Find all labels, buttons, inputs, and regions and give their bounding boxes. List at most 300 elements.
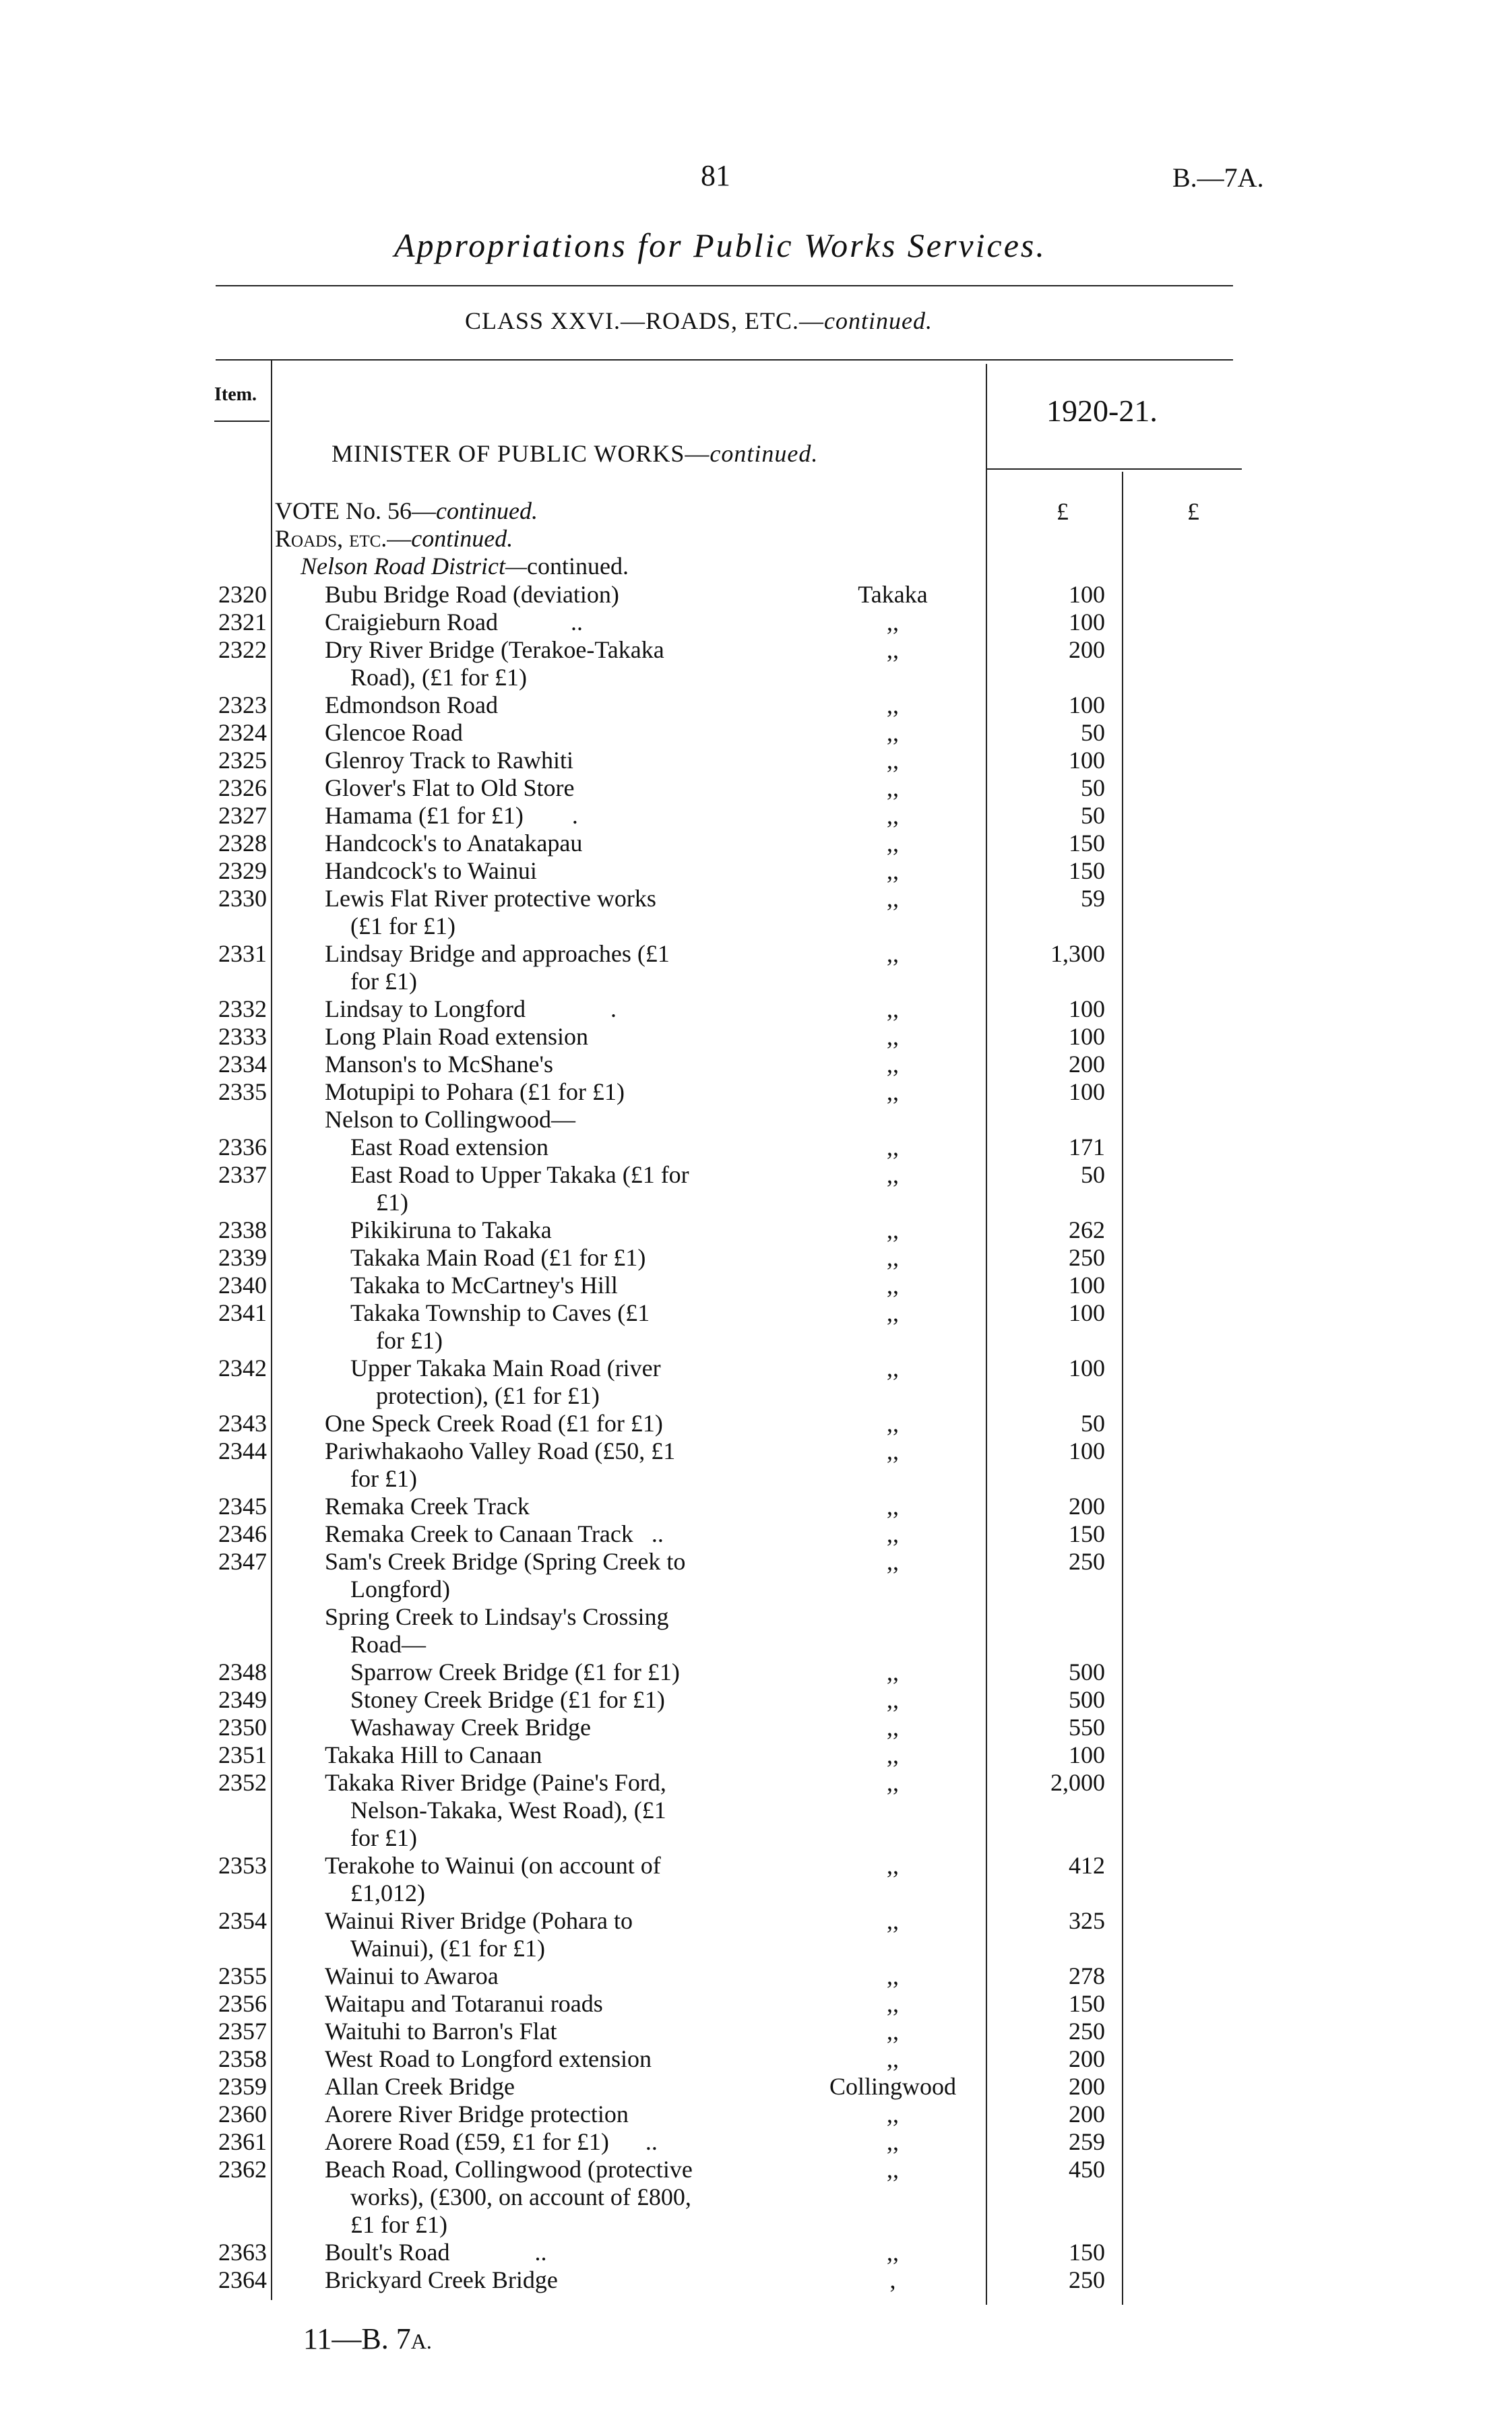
item-amount: 150	[1069, 1990, 1105, 2017]
table-row	[0, 1548, 1512, 1603]
table-top-rule	[216, 359, 1233, 361]
roads-heading	[275, 525, 513, 553]
description-line: for £1)	[350, 1465, 417, 1492]
item-location: ,,	[887, 1907, 899, 1934]
description-line: Takaka River Bridge (Paine's Ford,	[325, 1769, 666, 1796]
table-row	[0, 1023, 1512, 1051]
item-number: 2360	[218, 2101, 267, 2128]
description-line: Lindsay to Longford .	[325, 995, 617, 1022]
description-line: Stoney Creek Bridge (£1 for £1)	[350, 1686, 665, 1713]
description-line: Spring Creek to Lindsay's Crossing	[325, 1603, 669, 1630]
district-heading-text: Nelson Road District—	[301, 553, 528, 580]
table-row	[0, 774, 1512, 802]
roads-heading-text: Roads, etc.—	[275, 525, 412, 552]
item-amount: 150	[1069, 857, 1105, 884]
item-amount: 200	[1069, 2101, 1105, 2128]
item-description	[325, 1078, 857, 1106]
description-line: £1 for £1)	[350, 2211, 447, 2238]
description-line: for £1)	[350, 968, 417, 995]
item-location: ,,	[887, 774, 899, 801]
item-number: 2324	[218, 719, 267, 746]
table-row	[0, 1244, 1512, 1272]
item-location: ,,	[887, 1852, 899, 1879]
item-number: 2343	[218, 1410, 267, 1437]
item-amount: 59	[1081, 885, 1105, 912]
item-location: ,,	[887, 885, 899, 912]
description-line: Glenroy Track to Rawhiti	[325, 747, 573, 774]
item-location: ,,	[887, 1134, 899, 1160]
item-description	[325, 1741, 857, 1769]
table-row	[0, 1741, 1512, 1769]
item-description	[325, 2045, 857, 2073]
item-location: ,,	[887, 1078, 899, 1105]
item-number: 2334	[218, 1051, 267, 1078]
item-description	[325, 2101, 857, 2128]
item-amount: 150	[1069, 2239, 1105, 2266]
description-line: East Road extension	[350, 1134, 548, 1160]
item-amount: 250	[1069, 1244, 1105, 1271]
item-number: 2335	[218, 1078, 267, 1105]
item-amount: 100	[1069, 581, 1105, 608]
table-row	[0, 1603, 1512, 1658]
description-line: Beach Road, Collingwood (protective	[325, 2156, 693, 2183]
item-amount: 200	[1069, 2045, 1105, 2072]
item-amount: 100	[1069, 1437, 1105, 1464]
table-row	[0, 2018, 1512, 2045]
table-row	[0, 2156, 1512, 2239]
item-number: 2356	[218, 1990, 267, 2017]
item-number: 2337	[218, 1161, 267, 1188]
item-description	[325, 1023, 857, 1051]
item-description	[325, 2239, 857, 2266]
item-location: ,,	[887, 1244, 899, 1271]
item-amount: 50	[1081, 719, 1105, 746]
item-location: ,,	[887, 1714, 899, 1741]
table-row	[0, 1962, 1512, 1990]
item-location: ,,	[887, 1548, 899, 1575]
item-location: ,,	[887, 1962, 899, 1989]
table-row	[0, 1852, 1512, 1907]
table-row	[0, 2266, 1512, 2294]
paper-reference: B.—7A.	[1172, 162, 1264, 193]
title-rule	[216, 285, 1233, 286]
item-description	[325, 1051, 857, 1078]
item-amount: 100	[1069, 1741, 1105, 1768]
item-location: ,,	[887, 857, 899, 884]
item-description	[325, 636, 857, 691]
item-amount: 100	[1069, 609, 1105, 635]
description-line: Remaka Creek Track	[325, 1493, 530, 1520]
description-line: Washaway Creek Bridge	[350, 1714, 591, 1741]
table-row	[0, 802, 1512, 830]
vote-heading	[275, 497, 538, 525]
item-number: 2351	[218, 1741, 267, 1768]
item-description	[325, 609, 857, 636]
item-description	[325, 885, 857, 940]
item-description	[325, 995, 857, 1023]
item-location: ,,	[887, 802, 899, 829]
item-number: 2331	[218, 940, 267, 967]
description-line: Wainui), (£1 for £1)	[350, 1935, 546, 1962]
item-description	[325, 2018, 857, 2045]
item-description	[325, 1769, 857, 1852]
item-location: ,,	[887, 1493, 899, 1520]
item-amount: 50	[1081, 774, 1105, 801]
district-heading-continued: continued.	[527, 553, 629, 580]
table-row	[0, 1106, 1512, 1134]
table-row	[0, 719, 1512, 747]
item-location: ,,	[887, 1161, 899, 1188]
minister-heading-text: MINISTER OF PUBLIC WORKS—	[332, 440, 710, 467]
item-description	[325, 1603, 857, 1658]
class-heading	[465, 307, 933, 335]
description-line: Glencoe Road	[325, 719, 463, 746]
item-location: ,,	[887, 830, 899, 857]
item-description	[325, 1907, 857, 1962]
description-line: Boult's Road ..	[325, 2239, 547, 2266]
description-line: Allan Creek Bridge	[325, 2073, 515, 2100]
item-amount: 100	[1069, 691, 1105, 718]
item-number: 2328	[218, 830, 267, 857]
item-description	[350, 1216, 883, 1244]
item-description	[325, 1410, 857, 1437]
item-column-header: Item.	[214, 384, 257, 405]
item-location: ,,	[887, 1990, 899, 2017]
description-line: East Road to Upper Takaka (£1 for	[350, 1161, 689, 1188]
item-number: 2359	[218, 2073, 267, 2100]
table-row	[0, 1299, 1512, 1355]
description-line: Pikikiruna to Takaka	[350, 1216, 552, 1243]
item-number: 2354	[218, 1907, 267, 1934]
table-row	[0, 1134, 1512, 1161]
description-line: Takaka Township to Caves (£1	[350, 1299, 650, 1326]
description-line: Longford)	[350, 1576, 450, 1603]
table-row	[0, 747, 1512, 774]
item-amount: 500	[1069, 1658, 1105, 1685]
item-number: 2323	[218, 691, 267, 718]
roads-heading-continued: continued.	[411, 525, 513, 552]
item-description	[325, 1520, 857, 1548]
item-location: Collingwood	[829, 2073, 956, 2100]
description-line: Upper Takaka Main Road (river	[350, 1355, 661, 1382]
description-line: Remaka Creek to Canaan Track ..	[325, 1520, 664, 1547]
item-number: 2364	[218, 2266, 267, 2293]
table-row	[0, 2239, 1512, 2266]
table-row	[0, 691, 1512, 719]
item-amount: 500	[1069, 1686, 1105, 1713]
item-description	[325, 1437, 857, 1493]
item-amount: 100	[1069, 1299, 1105, 1326]
item-location: ,,	[887, 2239, 899, 2266]
appropriations-table	[0, 581, 1512, 2294]
item-number: 2339	[218, 1244, 267, 1271]
item-amount: 250	[1069, 2018, 1105, 2045]
item-description	[325, 581, 857, 609]
item-number: 2320	[218, 581, 267, 608]
item-location: ,,	[887, 1741, 899, 1768]
table-row	[0, 1410, 1512, 1437]
table-row	[0, 1907, 1512, 1962]
item-number: 2353	[218, 1852, 267, 1879]
table-row	[0, 1990, 1512, 2018]
item-amount: 100	[1069, 1272, 1105, 1299]
item-description	[325, 1493, 857, 1520]
description-line: Motupipi to Pohara (£1 for £1)	[325, 1078, 625, 1105]
description-line: One Speck Creek Road (£1 for £1)	[325, 1410, 663, 1437]
item-header-rule	[214, 421, 270, 422]
table-row	[0, 1161, 1512, 1216]
description-line: Craigieburn Road ..	[325, 609, 583, 635]
item-amount: 259	[1069, 2128, 1105, 2155]
description-line: Wainui to Awaroa	[325, 1962, 499, 1989]
item-number: 2345	[218, 1493, 267, 1520]
description-line: (£1 for £1)	[350, 912, 455, 939]
description-line: £1,012)	[350, 1880, 425, 1906]
item-location: ,,	[887, 719, 899, 746]
description-line: Sam's Creek Bridge (Spring Creek to	[325, 1548, 686, 1575]
table-row	[0, 636, 1512, 691]
item-location: ,,	[887, 1299, 899, 1326]
item-description	[350, 1161, 883, 1216]
description-line: Manson's to McShane's	[325, 1051, 553, 1078]
table-row	[0, 581, 1512, 609]
item-location: ,,	[887, 1216, 899, 1243]
description-line: Aorere River Bridge protection	[325, 2101, 629, 2128]
description-line: Takaka Hill to Canaan	[325, 1741, 542, 1768]
item-description	[325, 1990, 857, 2018]
item-amount: 150	[1069, 830, 1105, 857]
description-line: Glover's Flat to Old Store	[325, 774, 575, 801]
table-row	[0, 1216, 1512, 1244]
item-amount: 262	[1069, 1216, 1105, 1243]
description-line: £1)	[376, 1189, 408, 1216]
item-description	[350, 1134, 883, 1161]
description-line: Lindsay Bridge and approaches (£1	[325, 940, 670, 967]
description-line: Handcock's to Anatakapau	[325, 830, 583, 857]
item-number: 2340	[218, 1272, 267, 1299]
signature-mark-suffix: A.	[410, 2329, 432, 2353]
item-number: 2342	[218, 1355, 267, 1382]
description-line: Takaka to McCartney's Hill	[350, 1272, 618, 1299]
item-location: ,,	[887, 2156, 899, 2183]
description-line: West Road to Longford extension	[325, 2045, 652, 2072]
item-number: 2361	[218, 2128, 267, 2155]
item-amount: 250	[1069, 1548, 1105, 1575]
description-line: protection), (£1 for £1)	[376, 1382, 600, 1409]
item-location: ,,	[887, 609, 899, 635]
item-description	[350, 1714, 883, 1741]
item-location: ,,	[887, 1658, 899, 1685]
item-amount: 50	[1081, 802, 1105, 829]
item-location: ,	[889, 2266, 896, 2293]
item-location: ,,	[887, 2045, 899, 2072]
item-amount: 2,000	[1050, 1769, 1105, 1796]
item-amount: 278	[1069, 1962, 1105, 1989]
description-line: works), (£300, on account of £800,	[350, 2183, 691, 2210]
item-description	[325, 691, 857, 719]
item-number: 2348	[218, 1658, 267, 1685]
item-description	[325, 802, 857, 830]
item-number: 2352	[218, 1769, 267, 1796]
table-row	[0, 830, 1512, 857]
table-row	[0, 995, 1512, 1023]
table-row	[0, 1355, 1512, 1410]
item-number: 2362	[218, 2156, 267, 2183]
item-number: 2327	[218, 802, 267, 829]
item-number: 2363	[218, 2239, 267, 2266]
item-amount: 50	[1081, 1161, 1105, 1188]
item-description	[325, 774, 857, 802]
item-location: ,,	[887, 691, 899, 718]
item-amount: 100	[1069, 1078, 1105, 1105]
item-description	[325, 2073, 857, 2101]
item-amount: 325	[1069, 1907, 1105, 1934]
item-description	[325, 2156, 857, 2239]
item-number: 2358	[218, 2045, 267, 2072]
item-amount: 100	[1069, 1355, 1105, 1382]
item-number: 2341	[218, 1299, 267, 1326]
description-line: Aorere Road (£59, £1 for £1) ..	[325, 2128, 658, 2155]
description-line: Road), (£1 for £1)	[350, 664, 527, 691]
description-line: Nelson to Collingwood—	[325, 1106, 576, 1133]
item-number: 2355	[218, 1962, 267, 1989]
table-row	[0, 1078, 1512, 1106]
table-row	[0, 940, 1512, 995]
vote-heading-continued: continued.	[435, 497, 538, 524]
item-location: ,,	[887, 1410, 899, 1437]
table-row	[0, 1658, 1512, 1686]
item-number: 2321	[218, 609, 267, 635]
description-line: Waituhi to Barron's Flat	[325, 2018, 557, 2045]
item-location: ,,	[887, 2018, 899, 2045]
class-heading-text: CLASS XXVI.—ROADS, ETC.—	[465, 307, 825, 334]
description-line: Hamama (£1 for £1) .	[325, 802, 578, 829]
item-amount: 200	[1069, 2073, 1105, 2100]
table-row	[0, 1714, 1512, 1741]
item-number: 2333	[218, 1023, 267, 1050]
item-amount: 200	[1069, 1493, 1105, 1520]
item-amount: 550	[1069, 1714, 1105, 1741]
item-number: 2350	[218, 1714, 267, 1741]
description-line: Long Plain Road extension	[325, 1023, 588, 1050]
item-number: 2349	[218, 1686, 267, 1713]
item-description	[350, 1244, 883, 1272]
item-amount: 412	[1069, 1852, 1105, 1879]
minister-heading	[332, 439, 818, 468]
item-description	[350, 1355, 883, 1410]
year-header-rule	[986, 468, 1242, 470]
item-location: ,,	[887, 1520, 899, 1547]
item-number: 2329	[218, 857, 267, 884]
description-line: Waitapu and Totaranui roads	[325, 1990, 603, 2017]
item-location: ,,	[887, 940, 899, 967]
item-location: ,,	[887, 1023, 899, 1050]
description-line: Bubu Bridge Road (deviation)	[325, 581, 619, 608]
item-location: ,,	[887, 747, 899, 774]
item-description	[325, 857, 857, 885]
item-number: 2325	[218, 747, 267, 774]
item-number: 2326	[218, 774, 267, 801]
item-description	[325, 830, 857, 857]
description-line: Sparrow Creek Bridge (£1 for £1)	[350, 1658, 680, 1685]
item-location: ,,	[887, 1272, 899, 1299]
item-description	[325, 747, 857, 774]
description-line: Handcock's to Wainui	[325, 857, 537, 884]
table-row	[0, 1769, 1512, 1852]
item-number: 2346	[218, 1520, 267, 1547]
item-location: ,,	[887, 1355, 899, 1382]
page-title: Appropriations for Public Works Services.	[394, 226, 1046, 264]
table-row	[0, 1272, 1512, 1299]
pound-symbol-2: £	[1187, 498, 1199, 525]
description-line: Takaka Main Road (£1 for £1)	[350, 1244, 646, 1271]
table-row	[0, 1493, 1512, 1520]
pound-symbol-1: £	[1057, 498, 1069, 525]
item-location: ,,	[887, 636, 899, 663]
item-number: 2336	[218, 1134, 267, 1160]
description-line: Wainui River Bridge (Pohara to	[325, 1907, 633, 1934]
item-amount: 450	[1069, 2156, 1105, 2183]
item-description	[325, 940, 857, 995]
item-amount: 50	[1081, 1410, 1105, 1437]
minister-heading-continued: continued.	[710, 440, 819, 467]
table-row	[0, 609, 1512, 636]
page-number: 81	[701, 159, 730, 192]
item-amount: 100	[1069, 1023, 1105, 1050]
item-amount: 100	[1069, 995, 1105, 1022]
item-amount: 1,300	[1050, 940, 1105, 967]
description-line: Pariwhakaoho Valley Road (£50, £1	[325, 1437, 676, 1464]
item-amount: 200	[1069, 1051, 1105, 1078]
description-line: Edmondson Road	[325, 691, 498, 718]
item-description	[325, 2128, 857, 2156]
description-line: for £1)	[376, 1327, 443, 1354]
item-description	[325, 1852, 857, 1907]
description-line: Terakohe to Wainui (on account of	[325, 1852, 661, 1879]
item-number: 2357	[218, 2018, 267, 2045]
item-location: ,,	[887, 2128, 899, 2155]
item-number: 2347	[218, 1548, 267, 1575]
item-number: 2322	[218, 636, 267, 663]
item-amount: 150	[1069, 1520, 1105, 1547]
item-location: ,,	[887, 1769, 899, 1796]
table-row	[0, 1437, 1512, 1493]
signature-mark	[303, 2322, 432, 2356]
item-number: 2338	[218, 1216, 267, 1243]
table-row	[0, 2101, 1512, 2128]
description-line: Brickyard Creek Bridge	[325, 2266, 558, 2293]
item-amount: 100	[1069, 747, 1105, 774]
table-row	[0, 1686, 1512, 1714]
item-description	[325, 2266, 857, 2294]
signature-mark-text: 11—B. 7	[303, 2322, 411, 2355]
item-location: ,,	[887, 1051, 899, 1078]
table-row	[0, 1520, 1512, 1548]
item-location: ,,	[887, 1686, 899, 1713]
table-row	[0, 857, 1512, 885]
item-description	[350, 1272, 883, 1299]
item-description	[325, 1106, 857, 1134]
item-description	[350, 1686, 883, 1714]
table-row	[0, 2073, 1512, 2101]
item-location: ,,	[887, 1437, 899, 1464]
item-location: ,,	[887, 2101, 899, 2128]
item-location: ,,	[887, 995, 899, 1022]
year-column-header: 1920-21.	[1046, 394, 1158, 428]
item-amount: 200	[1069, 636, 1105, 663]
item-description	[325, 719, 857, 747]
table-row	[0, 1051, 1512, 1078]
